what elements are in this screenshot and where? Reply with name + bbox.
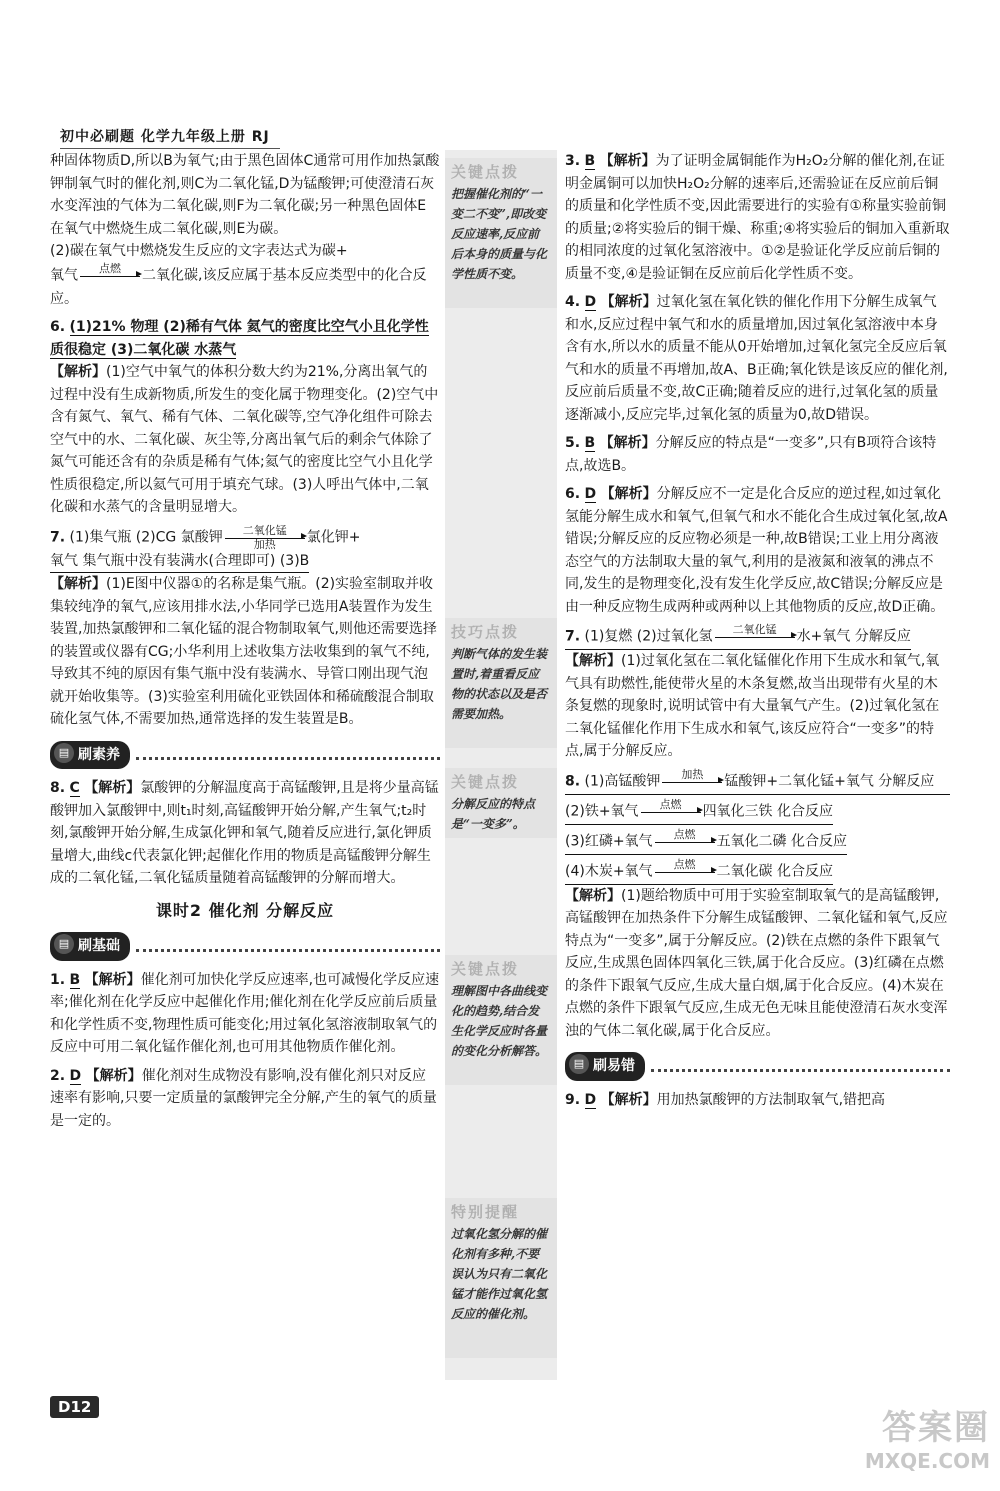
reaction-arrow: 点燃 — [655, 829, 715, 854]
reaction-arrow: 点燃 — [655, 859, 715, 884]
answer-text: (1)21% 物理 (2)稀有气体 氦气的密度比空气小且化学性质很稳定 (3)二氧化碳 水蒸气 — [50, 319, 429, 358]
question-6: 6. (1)21% 物理 (2)稀有气体 氦气的密度比空气小且化学性质很稳定 (3)二氧化碳 水蒸气 【解析】(1)空气中氧气的体积分数大约为21%,分离出氧气的过程中没有生成新物质,所发生的变化属于物理变化。(2)空气中含有氮气、氧气、稀有气体、二氧化碳等,空气净化组件可除去空气中的水、二氧化碳、灰尘等,分离出氧气后的剩余气体除了氮气可能还含有的杂质是稀有气体;氦气的密度比空气小且化学性质很稳定,所以氦气可用于填充气球。(3)人呼出气体中,二氧化碳和水蒸气的含量明显增大。 — [50, 319, 439, 515]
side-note-3 — [445, 768, 557, 838]
side-notes-column — [445, 150, 557, 1380]
question-7: 7. (1)集气瓶 (2)CG 氯酸钾 二氧化锰 加热 氯化钾+ 氧气 集气瓶中没有装满水(合理即可) (3)B 【解析】(1)E图中仪器①的名称是集气瓶。(2)实验室制取并收集较纯净的氧气,应该用排水法,小华同学已选用A装置作为发生装置,加热氯酸钾和二氧化锰的混合物制取氧气,则他还需要选择的装置或仪器有CG;小华利用上述收集方法收集到的氧气不纯,导致其不纯的原因有集气瓶中没有装满水、导管口刚出现气泡就开始收集等。(3)实验室利用硫化亚铁固体和稀硫酸混合制取硫化氢气体,不需要加热,通常选择的发生装置是B。 — [50, 523, 437, 727]
running-header: 初中必刷题 化学九年级上册 RJ — [60, 126, 280, 149]
answer-text: (2)铁+氧气 点燃 四氧化三铁 化合反应 — [565, 799, 833, 825]
answer-text: 8. (1)高锰酸钾 加热 锰酸钾+二氧化锰+氧气 分解反应 — [565, 769, 950, 795]
side-note-5 — [445, 1198, 557, 1358]
answer-text: 氧气 集气瓶中没有装满水(合理即可) (3)B — [50, 550, 309, 574]
question-3: 3. B 【解析】为了证明金属铜能作为H₂O₂分解的催化剂,在证明金属铜可以加快H₂O₂分解的速率后,还需验证在反应前后铜的质量和化学性质不变,因此需要进行的实验有①称量实验前铜的质量;②将实验后的铜干燥、称重;④将实验后的铜加入重新取的相同浓度的过氧化氢溶液中。①②是验证化学反应前后铜的质量不变,④是验证铜在反应前后化学性质不变。 — [565, 153, 950, 282]
right-column — [565, 150, 950, 1111]
left-column — [50, 150, 440, 1132]
side-note-text: 分解反应的特点是“一变多”。 — [451, 797, 536, 831]
question-8: 8. C 【解析】氯酸钾的分解温度高于高锰酸钾,且是将少量高锰酸钾加入氯酸钾中,则t₁时刻,高锰酸钾开始分解,产生氧气;t₂时刻,氯酸钾开始分解,生成氯化钾和氧气,随着反应进行,氯化钾质量增大,曲线c代表氯化钾;起催化作用的物质是高锰酸钾分解生成的二氧化锰,二氧化锰质量随着高锰酸钾的分解而增大。 — [50, 780, 439, 886]
book-icon: ▤ — [569, 1054, 589, 1074]
reaction-arrow: 加热 — [662, 769, 722, 794]
equation-line: 氧气 点燃 二氧化碳,该反应属于基本反应类型中的化合反应。 — [50, 261, 427, 307]
side-note-title: 关键点拨 — [451, 163, 520, 181]
side-note-title: 特别提醒 — [451, 1203, 520, 1221]
side-note-2 — [445, 618, 557, 748]
book-icon: ▤ — [54, 934, 74, 954]
book-icon: ▤ — [54, 743, 74, 763]
answer-paragraph: (2)碳在氧气中燃烧发生反应的文字表达式为碳+ — [50, 243, 348, 259]
question-6: 6. D 【解析】分解反应不一定是化合反应的逆过程,如过氧化氢能分解生成水和氧气,但氧气和水不能化合生成过氧化氢,故A错误;分解反应的反应物必须是一种,故B错误;工业上用分离液态空气的方法制取大量的氧气,利用的是液氮和液氧的沸点不同,发生的是物理变化,没有发生化学反应,故C错误;分解反应是由一种反应物生成两种或两种以上其他物质的反应,故D正确。 — [565, 486, 948, 615]
side-note-1 — [445, 158, 557, 308]
side-note-text: 理解图中各曲线变化的趋势,结合发生化学反应时各量的变化分析解答。 — [451, 984, 548, 1058]
question-2: 2. D 【解析】催化剂对生成物没有影响,没有催化剂只对反应速率有影响,只要一定质量的氯酸钾完全分解,产生的氧气的质量是一定的。 — [50, 1067, 437, 1129]
question-9: 9. D 【解析】用加热氯酸钾的方法制取氧气,错把高 — [565, 1091, 886, 1108]
side-note-text: 把握催化剂的“一变二不变”,即改变反应速率,反应前后本身的质量与化学性质不变。 — [451, 187, 548, 281]
section-tag-jichu: ▤ 刷基础 — [50, 932, 440, 961]
answer-paragraph: 种固体物质D,所以B为氧气;由于黑色固体C通常可用作加热氯酸钾制氧气时的催化剂,则C为二氧化锰,D为锰酸钾;可使澄清石灰水变浑浊的气体为二氧化碳,则F为二氧化碳;另一种黑色固体E在氧气中燃烧生成二氧化碳,则E为碳。 — [50, 153, 440, 237]
reaction-arrow: 点燃 — [641, 799, 701, 824]
watermark-logo: 答案圈 MXQE.COM — [864, 1408, 990, 1473]
question-1: 1. B 【解析】催化剂可加快化学反应速率,也可减慢化学反应速率;催化剂在化学反应中起催化作用;催化剂在化学反应前后质量和化学性质不变,物理性质可能变化;用过氧化氢溶液制取氧气的反应中可用二氧化锰作催化剂,也可用其他物质作催化剂。 — [50, 971, 440, 1055]
question-4: 4. D 【解析】过氧化氢在氧化铁的催化作用下分解生成氧气和水,反应过程中氧气和水的质量增加,因过氧化氢溶液中本身含有水,所以水的质量不能从0开始增加,过氧化氢完全反应后氧气和水的质量不再增加,故A、B正确;氧化铁是该反应的催化剂,反应前后质量不变,故C正确;随着反应的进行,过氧化氢的质量逐渐减小,反应完毕,过氧化氢的质量为0,故D错误。 — [565, 294, 948, 423]
side-note-4 — [445, 955, 557, 1085]
question-5: 5. B 【解析】分解反应的特点是“一变多”,只有B项符合该特点,故选B。 — [565, 435, 937, 474]
side-note-text: 过氧化氢分解的催化剂有多种,不要误认为只有二氧化锰才能作过氧化氢反应的催化剂。 — [451, 1227, 548, 1321]
lesson-title: 课时2 催化剂 分解反应 — [155, 900, 335, 920]
side-note-text: 判断气体的发生装置时,着重看反应物的状态以及是否需要加热。 — [451, 647, 548, 721]
answer-text: (3)红磷+氧气 点燃 五氧化二磷 化合反应 — [565, 829, 847, 855]
side-note-title: 关键点拨 — [451, 773, 520, 791]
side-note-title: 技巧点拨 — [451, 623, 520, 641]
reaction-arrow: 点燃 — [80, 263, 140, 288]
question-7: 7. (1)复燃 (2)过氧化氢 二氧化锰 水+氧气 分解反应 【解析】(1)过氧化氢在二氧化锰催化作用下生成水和氧气,氧气具有助燃性,能使带火星的木条复燃,故当出现带有火星的木条复燃的现象时,说明试管中有大量氧气产生。(2)过氧化氢在二氧化锰催化作用下生成水和氧气,该反应符合“一变多”的特点,属于分解反应。 — [565, 623, 940, 759]
section-tag-suyang: ▤ 刷素养 — [50, 741, 440, 770]
side-note-title: 关键点拨 — [451, 960, 520, 978]
page-number: D12 — [50, 1396, 99, 1418]
answer-text: 7. (1)复燃 (2)过氧化氢 二氧化锰 水+氧气 分解反应 — [565, 624, 911, 650]
question-8: 8. (1)高锰酸钾 加热 锰酸钾+二氧化锰+氧气 分解反应 (2)铁+氧气 点燃 四氧化三铁 化合反应 (3)红磷+氧气 点燃 五氧化二磷 化合反应 (4)木炭+氧气 点燃 二氧化碳 化合反应 【解析】(1)题给物质中可用于实验室制取氧气的是高锰酸钾,高锰酸钾在加热条件下分解生成锰酸钾、二氧化锰和氧气,反应特点为“一变多”,属于分解反应。(2)铁在点燃的条件下跟氧气反应,生成黑色固体四氧化三铁,属于化合反应。(3)红磷在点燃的条件下跟氧气反应,生成大量白烟,属于化合反应。(4)木炭在点燃的条件下跟氧气反应,生成无色无味且能使澄清石灰水变浑浊的气体二氧化碳,属于化合反应。 — [565, 769, 950, 1043]
section-tag-yicuo: ▤ 刷易错 — [565, 1052, 950, 1081]
reaction-arrow: 二氧化锰 — [715, 624, 795, 649]
answer-text: (4)木炭+氧气 点燃 二氧化碳 化合反应 — [565, 859, 833, 885]
reaction-arrow: 二氧化锰 加热 — [225, 525, 305, 550]
